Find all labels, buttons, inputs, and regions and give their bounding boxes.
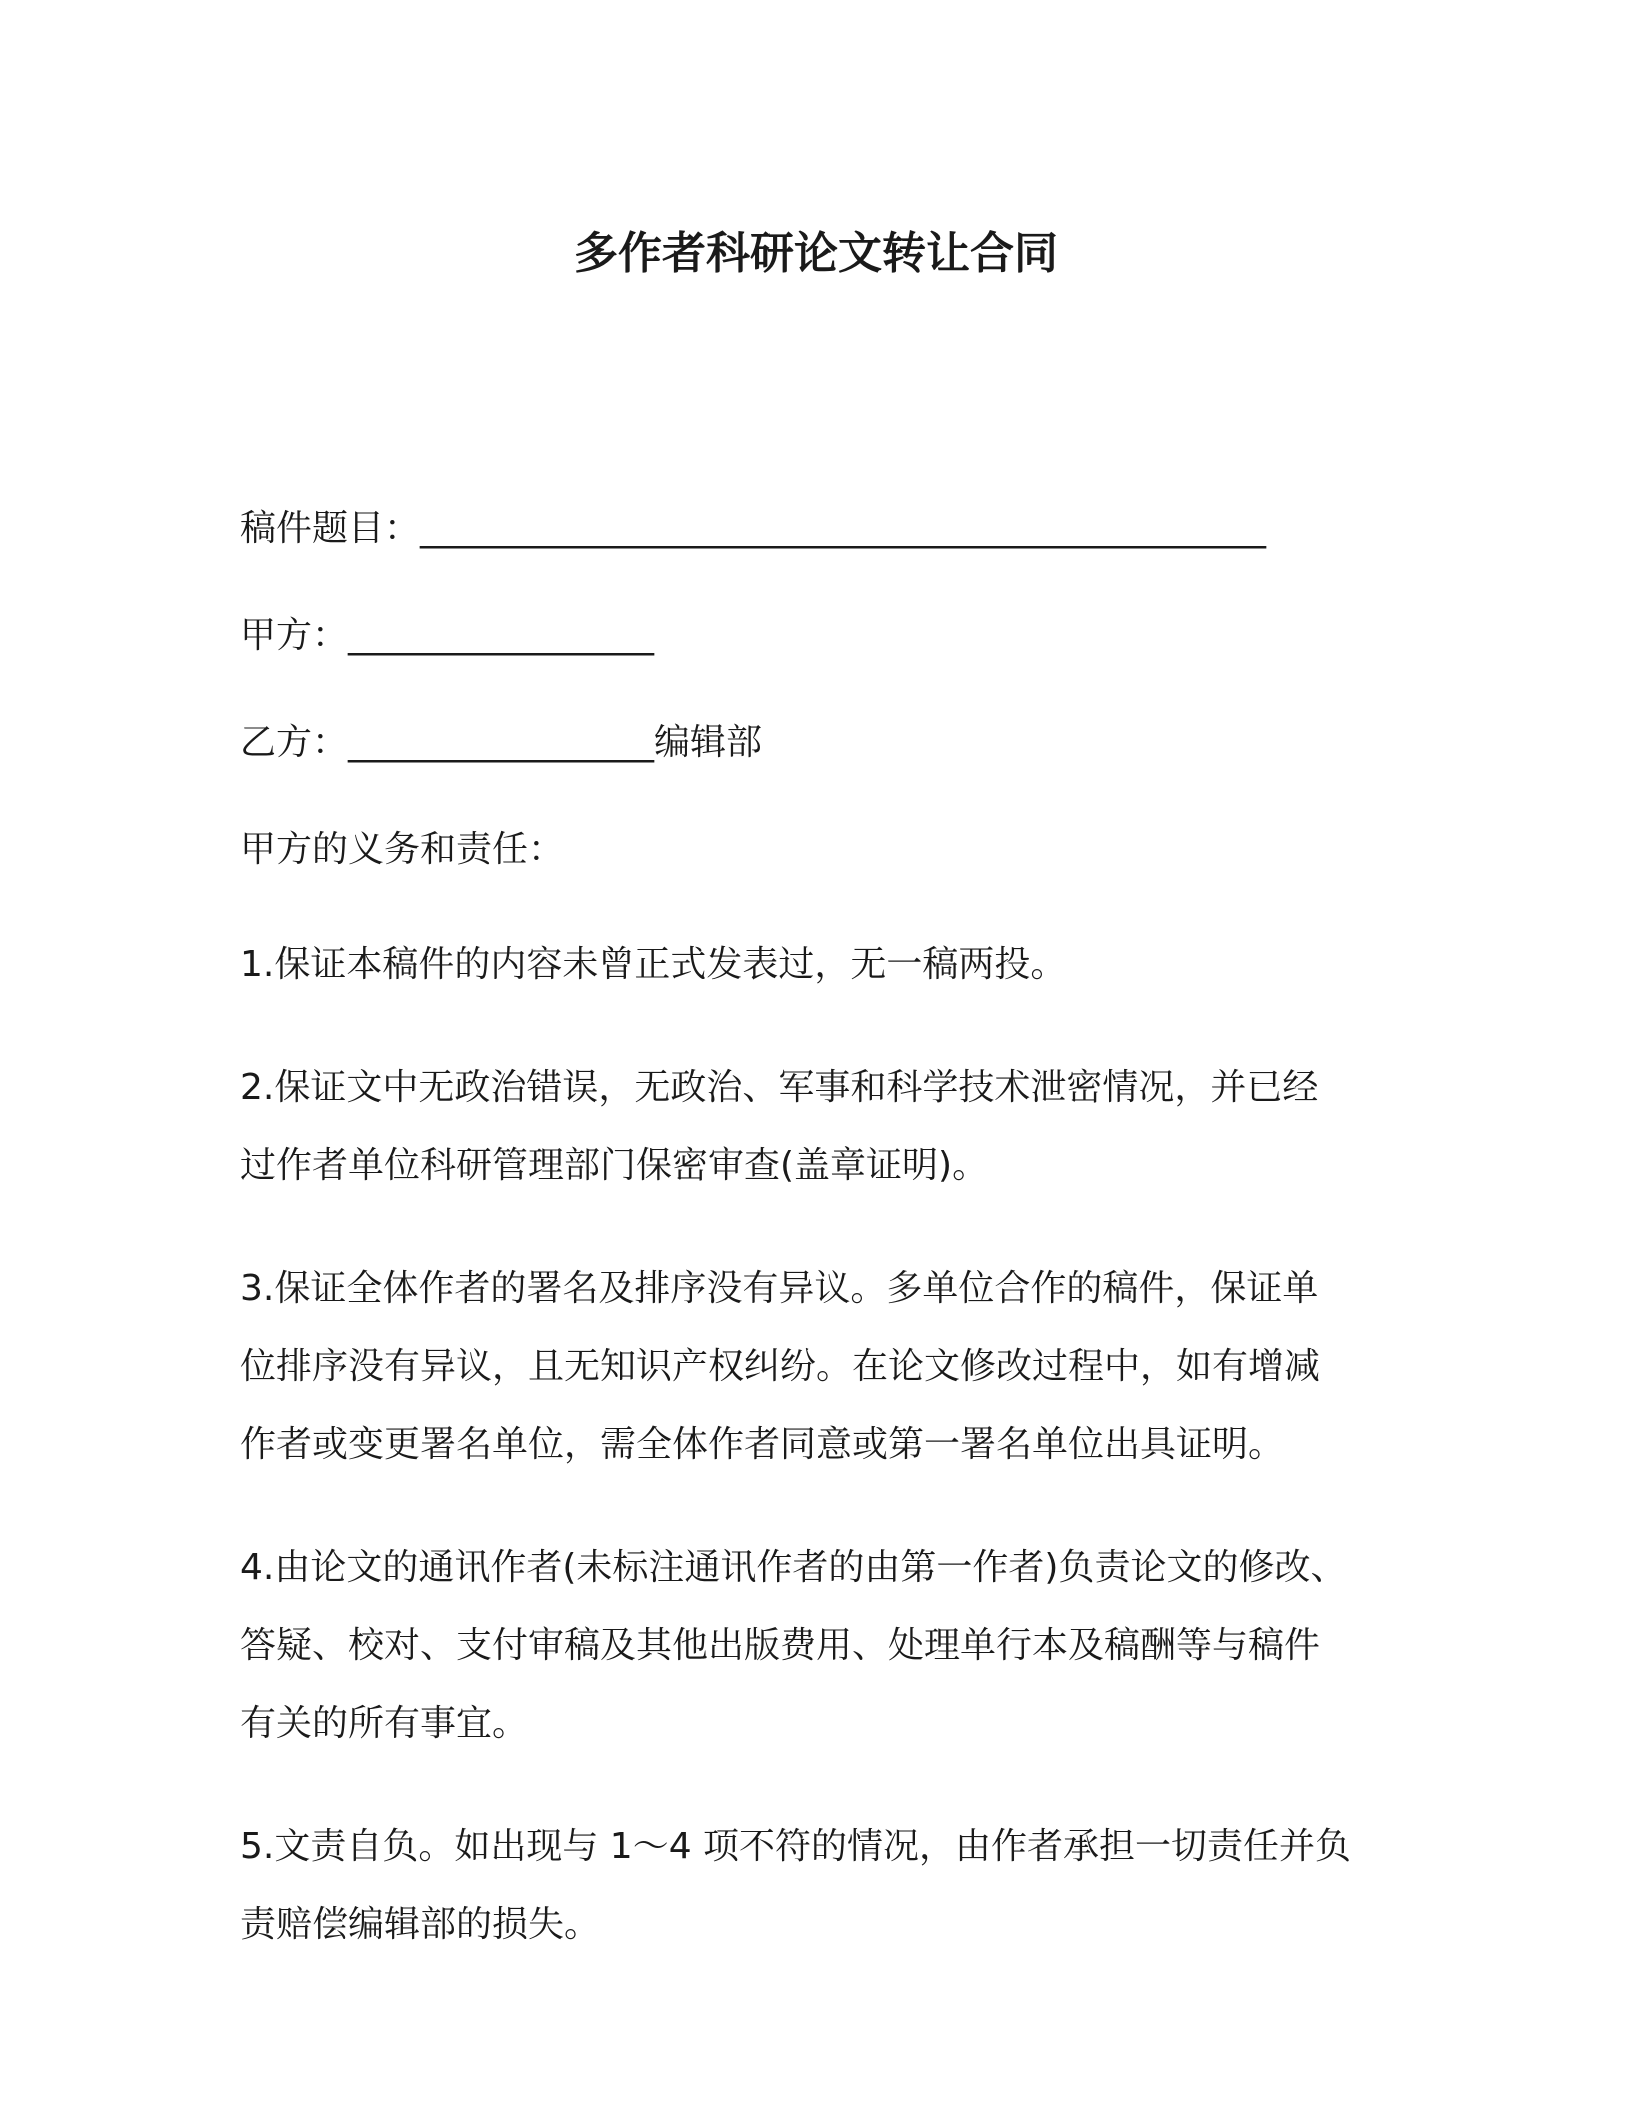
clause-line: 责赔偿编辑部的损失。 xyxy=(240,1904,601,1945)
clause-5 xyxy=(240,1808,1380,1964)
field-manuscript-title: 稿件题目：_______________________________________________ xyxy=(240,508,1267,549)
clause-line: 作者或变更署名单位，需全体作者同意或第一署名单位出具证明。 xyxy=(240,1424,1285,1465)
clause-line: 过作者单位科研管理部门保密审查(盖章证明)。 xyxy=(240,1145,989,1186)
clause-line: 1.保证本稿件的内容未曾正式发表过，无一稿两投。 xyxy=(240,944,1067,985)
clause-3 xyxy=(240,1250,1380,1484)
clause-line: 有关的所有事宜。 xyxy=(240,1703,529,1744)
clause-line: 4.由论文的通讯作者(未标注通讯作者的由第一作者)负责论文的修改、 xyxy=(240,1547,1347,1588)
clause-line: 位排序没有异议，且无知识产权纠纷。在论文修改过程中，如有增减 xyxy=(240,1346,1321,1387)
field-party-b: 乙方：_________________编辑部 xyxy=(240,722,763,763)
section-heading: 甲方的义务和责任： xyxy=(240,829,565,870)
clause-2 xyxy=(240,1049,1380,1205)
clause-line: 2.保证文中无政治错误，无政治、军事和科学技术泄密情况，并已经 xyxy=(240,1067,1319,1108)
document-body xyxy=(240,498,1380,2009)
document-title: 多作者科研论文转让合同 xyxy=(574,228,1058,279)
clause-1 xyxy=(240,926,1380,1004)
clause-line: 5.文责自负。如出现与 1～4 项不符的情况，由作者承担一切责任并负 xyxy=(240,1826,1352,1867)
clause-line: 答疑、校对、支付审稿及其他出版费用、处理单行本及稿酬等与稿件 xyxy=(240,1625,1321,1666)
clause-line: 3.保证全体作者的署名及排序没有异议。多单位合作的稿件，保证单 xyxy=(240,1268,1319,1309)
field-party-a: 甲方：_________________ xyxy=(240,615,655,656)
clause-4 xyxy=(240,1529,1380,1763)
